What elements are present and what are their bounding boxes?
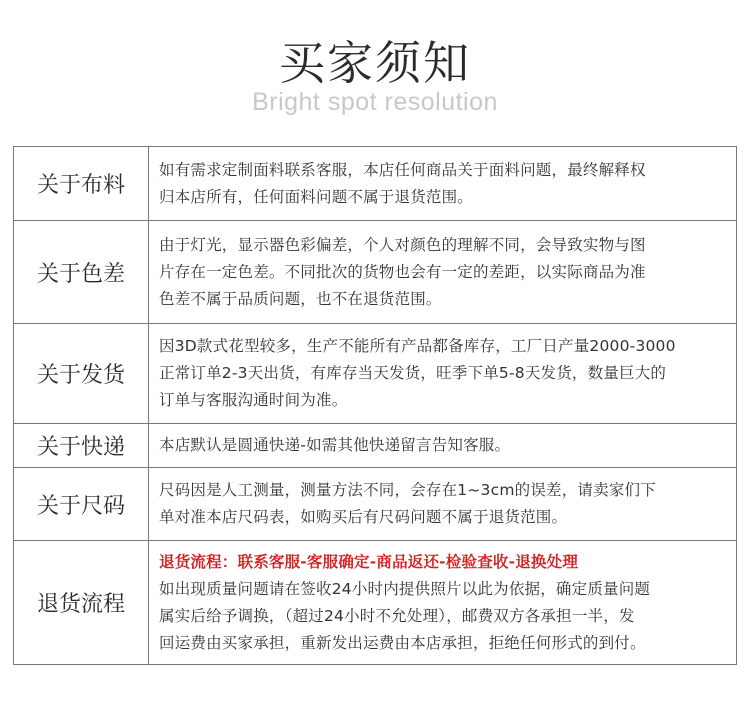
content-line: 尺码因是人工测量，测量方法不同，会存在1~3cm的误差，请卖家们下	[159, 481, 656, 499]
content-line: 正常订单2-3天出货，有库存当天发货，旺季下单5-8天发货，数量巨大的	[159, 364, 667, 382]
content-line: 片存在一定色差。不同批次的货物也会有一定的差距，以实际商品为准	[159, 262, 646, 281]
table-row-color	[14, 221, 737, 324]
row-label: 关于色差	[14, 221, 149, 324]
notice-table	[13, 146, 737, 665]
row-content	[149, 324, 737, 424]
table-row-shipping	[14, 324, 737, 424]
return-process-highlight: 退货流程：联系客服-客服确定-商品返还-检验查收-退换处理	[159, 552, 579, 571]
page-subtitle: Bright spot resolution	[252, 88, 498, 116]
table-row-fabric	[14, 147, 737, 221]
row-label: 关于布料	[14, 147, 149, 221]
header	[0, 0, 750, 140]
content-line: 属实后给予调换，（超过24小时不允处理），邮费双方各承担一半，发	[159, 606, 635, 625]
content-line: 如出现质量问题请在签收24小时内提供照片以此为依据，确定质量问题	[159, 579, 651, 598]
page-title: 买家须知	[279, 36, 471, 90]
row-content	[149, 147, 737, 221]
content-line: 回运费由买家承担，重新发出运费由本店承担，拒绝任何形式的到付。	[159, 633, 646, 652]
row-content	[149, 221, 737, 324]
table-row-size	[14, 468, 737, 541]
row-content	[149, 424, 737, 468]
row-label: 关于发货	[14, 324, 149, 424]
content-line: 订单与客服沟通时间为准。	[159, 391, 348, 409]
content-line: 色差不属于品质问题，也不在退货范围。	[159, 289, 442, 308]
table-row-return	[14, 541, 737, 665]
content-line: 归本店所有，任何面料问题不属于退货范围。	[159, 187, 474, 206]
table-row-courier	[14, 424, 737, 468]
content-line: 因3D款式花型较多，生产不能所有产品都备库存，工厂日产量2000-3000	[159, 337, 676, 355]
row-label: 关于尺码	[14, 468, 149, 541]
row-label: 关于快递	[14, 424, 149, 468]
content-line: 本店默认是圆通快递-如需其他快递留言告知客服。	[159, 436, 511, 454]
row-content	[149, 541, 737, 665]
row-label: 退货流程	[14, 541, 149, 665]
row-content	[149, 468, 737, 541]
content-line: 单对准本店尺码表，如购买后有尺码问题不属于退货范围。	[159, 508, 568, 526]
content-line: 如有需求定制面料联系客服，本店任何商品关于面料问题，最终解释权	[159, 160, 646, 179]
content-line: 由于灯光，显示器色彩偏差，个人对颜色的理解不同，会导致实物与图	[159, 235, 646, 254]
